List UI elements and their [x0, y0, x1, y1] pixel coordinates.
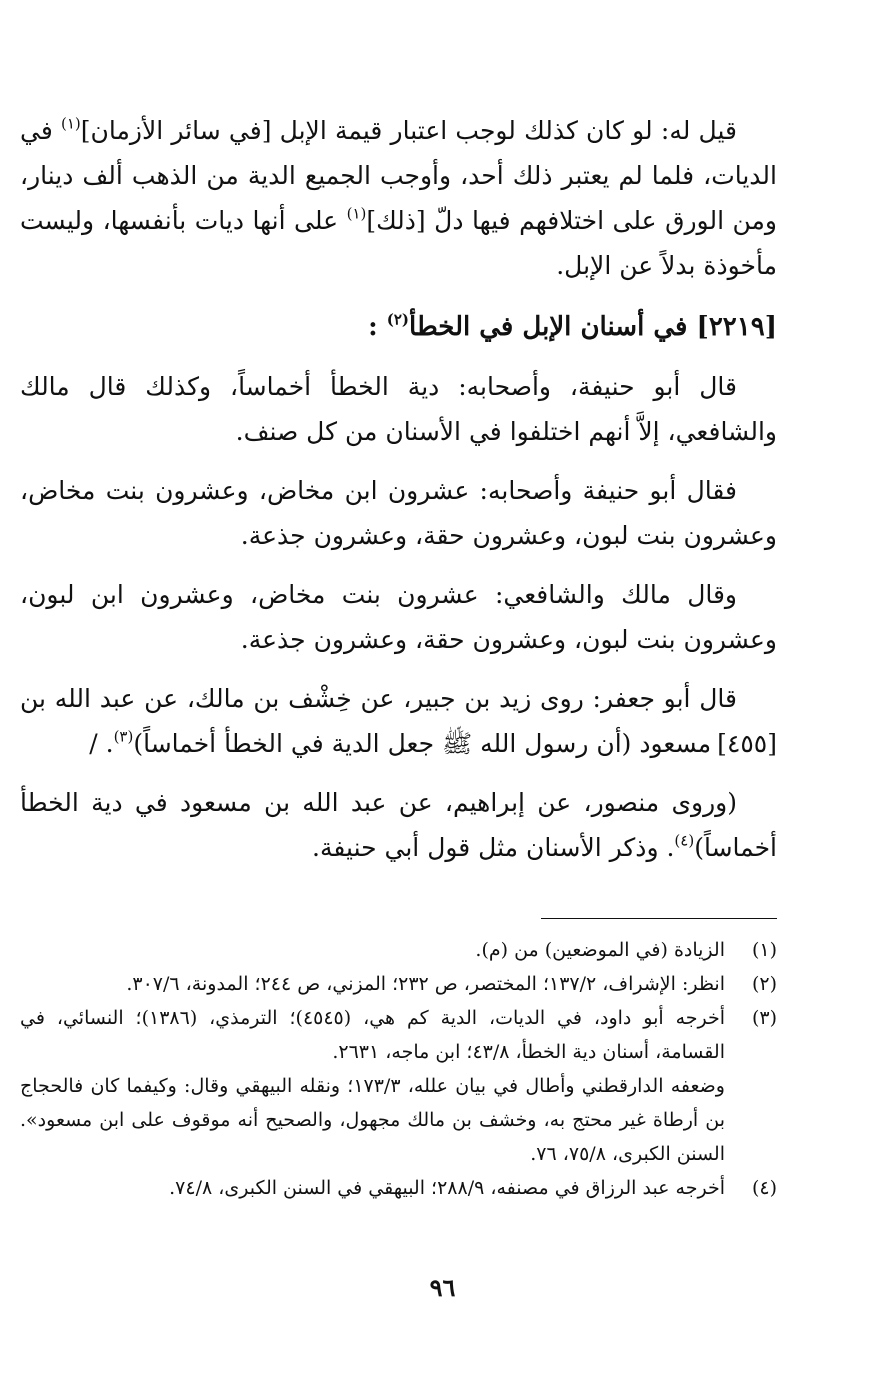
paragraph-5-part-a: قال أبو جعفر: روى زيد بن جبير، عن خِشْف بن مالك، عن عبد الله بن — [20, 684, 737, 713]
main-text — [20, 108, 777, 870]
footnote-number: (٢) — [751, 973, 777, 995]
footnote-ref-4: (٤) — [674, 831, 695, 850]
footnote-number: (١) — [751, 939, 777, 961]
footnote-3 — [20, 1001, 777, 1171]
footnote-4 — [20, 1171, 777, 1205]
paragraph-2: قال أبو حنيفة، وأصحابه: دية الخطأ أخماساً، وكذلك قال مالك والشافعي، إلاَّ أنهم اختلفوا في الأسنان من كل صنف. — [20, 372, 777, 446]
footnote-text — [20, 967, 725, 1001]
footnote-line: انظر: الإشراف، ١٣٧/٢؛ المختصر، ص ٢٣٢؛ المزني، ص ٢٤٤؛ المدونة، ٣٠٧/٦. — [126, 973, 725, 995]
footnote-text — [20, 933, 725, 967]
footnote-text — [20, 1171, 725, 1205]
footnote-1 — [20, 933, 777, 967]
paragraph-1 — [20, 108, 777, 288]
section-heading — [20, 302, 777, 352]
paragraph-6-part-a: (وروى منصور، عن إبراهيم، عن عبد الله بن مسعود في دية الخطأ أخماساً) — [20, 788, 777, 862]
footnotes — [20, 933, 777, 1205]
section-heading-text: [٢٢١٩] في أسنان الإبل في الخطأ — [409, 312, 777, 342]
paragraph-6 — [20, 780, 777, 870]
paragraph-1-part-c: على أنها ديات بأنفسها، وليست مأخوذة بدلاً عن الإبل. — [20, 206, 777, 280]
section-heading-colon: : — [368, 312, 378, 342]
footnote-number: (٤) — [751, 1177, 777, 1199]
paragraph-1-part-b: في الديات، فلما لم يعتبر ذلك أحد، وأوجب الجميع الدية من الذهب ألف دينار، ومن الورق على اختلافهم فيها دلّ [ذلك] — [20, 116, 778, 235]
paragraph-5 — [20, 676, 777, 766]
footnote-divider — [541, 918, 777, 919]
footnote-ref-3: (٣) — [113, 727, 134, 746]
footnote-line: أخرجه عبد الرزاق في مصنفه، ٢٨٨/٩؛ البيهقي في السنن الكبرى، ٧٤/٨. — [169, 1177, 725, 1199]
paragraph-3: فقال أبو حنيفة وأصحابه: عشرون ابن مخاض، وعشرون بنت مخاض، وعشرون بنت لبون، وعشرون حقة، وعشرون جذعة. — [20, 476, 777, 550]
page-number: ٩٦ — [429, 1273, 456, 1302]
paragraph-4: وقال مالك والشافعي: عشرون بنت مخاض، وعشرون ابن لبون، وعشرون بنت لبون، وعشرون حقة، وعشرون جذعة. — [20, 580, 777, 654]
footnote-line: أخرجه أبو داود، في الديات، الدية كم هي، (٤٥٤٥)؛ الترمذي، (١٣٨٦)؛ النسائي، في القسامة، أسنان دية الخطأ، ٤٣/٨؛ ابن ماجه، ٢٦٣١. — [20, 1007, 726, 1063]
paragraph-1-part-a: قيل له: لو كان كذلك لوجب اعتبار قيمة الإبل [في سائر الأزمان] — [80, 116, 737, 145]
footnote-2 — [20, 967, 777, 1001]
manuscript-page-ref: [٤٥٥] — [717, 729, 777, 758]
footnote-ref-1: (١) — [61, 114, 81, 133]
paragraph-5-part-c: . / — [89, 729, 114, 758]
footnote-ref-1b: (١) — [346, 204, 367, 223]
footnote-number: (٣) — [751, 1007, 777, 1029]
footnote-line: الزيادة (في الموضعين) من (م). — [475, 939, 725, 961]
footnote-line: وضعفه الدارقطني وأطال في بيان علله، ١٧٣/٣؛ ونقله البيهقي وقال: وكيفما كان فالحجاج بن أرطاة غير محتج به، وخشف بن مالك مجهول، والصحيح أنه موقوف على ابن مسعود». السنن الكبرى، ٧٥/٨، ٧٦. — [20, 1075, 725, 1165]
paragraph-6-part-b: . وذكر الأسنان مثل قول أبي حنيفة. — [312, 833, 675, 862]
footnote-ref-2: (٢) — [386, 310, 410, 329]
paragraph-5-part-b: مسعود (أن رسول الله ﷺ جعل الدية في الخطأ أخماساً) — [133, 729, 712, 758]
footnote-text — [20, 1001, 725, 1171]
